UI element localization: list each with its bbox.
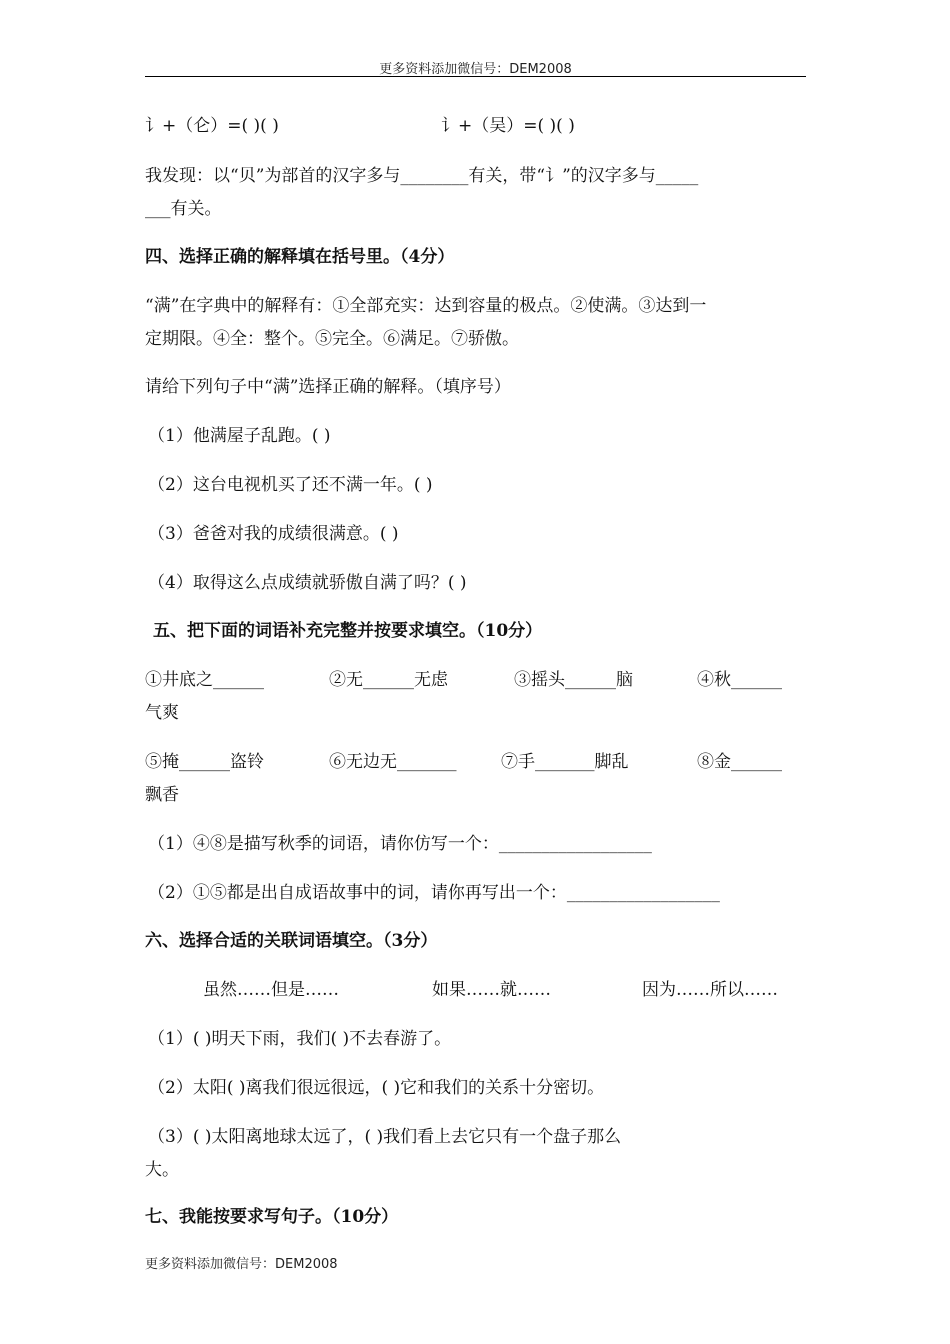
idiom-3: ③摇头______脑	[514, 670, 633, 690]
idiom-row-1-wrap: 气爽	[145, 703, 179, 723]
section-5-question-2: （2）①⑤都是出自成语故事中的词，请你再写出一个：__________________	[148, 883, 720, 903]
idiom-8: ⑧金______	[697, 752, 782, 772]
definition-line-2: 定期限。④全：整个。⑤完全。⑥满足。⑦骄傲。	[145, 329, 519, 349]
idiom-2: ②无______无虑	[329, 670, 448, 690]
idiom-7: ⑦手_______脚乱	[501, 752, 629, 772]
idiom-row-2-wrap: 飘香	[145, 785, 179, 805]
section-6-item-3-wrap: 大。	[145, 1160, 179, 1180]
section-4-item-1: （1）他满屋子乱跑。( )	[148, 426, 331, 446]
section-6-item-3: （3）( )太阳离地球太远了，( )我们看上去它只有一个盘子那么	[148, 1127, 622, 1147]
conjunction-option-3: 因为……所以……	[642, 980, 778, 1000]
page-footer: 更多资料添加微信号：DEM2008	[145, 1257, 338, 1272]
conjunction-option-2: 如果……就……	[432, 980, 551, 1000]
section-6-item-2: （2）太阳( )离我们很远很远，( )它和我们的关系十分密切。	[148, 1078, 605, 1098]
idiom-4: ④秋______	[697, 670, 782, 690]
section-4-title: 四、选择正确的解释填在括号里。（4分）	[145, 247, 455, 267]
conjunction-option-1: 虽然……但是……	[203, 980, 339, 1000]
discovery-line-2: ___有关。	[145, 199, 222, 219]
section-4-item-4: （4）取得这么点成绩就骄傲自满了吗？( )	[148, 573, 467, 593]
section-5-question-1: （1）④⑧是描写秋季的词语，请你仿写一个：__________________	[148, 834, 652, 854]
section-4-item-2: （2）这台电视机买了还不满一年。( )	[148, 475, 433, 495]
radical-equation-wu: 讠+（吴）=( )( )	[441, 116, 575, 136]
header-rule	[145, 76, 806, 77]
section-5-title: 五、把下面的词语补充完整并按要求填空。（10分）	[153, 621, 543, 641]
page-header: 更多资料添加微信号：DEM2008	[379, 62, 572, 77]
discovery-line-1: 我发现：以“贝”为部首的汉字多与________有关，带“讠”的汉字多与_____	[145, 166, 699, 186]
idiom-5: ⑤掩______盗铃	[145, 752, 264, 772]
section-4-item-3: （3）爸爸对我的成绩很满意。( )	[148, 524, 399, 544]
section-7-title: 七、我能按要求写句子。（10分）	[145, 1207, 399, 1227]
idiom-6: ⑥无边无_______	[329, 752, 457, 772]
section-6-title: 六、选择合适的关联词语填空。（3分）	[145, 931, 438, 951]
idiom-1: ①井底之______	[145, 670, 264, 690]
radical-equation-lun: 讠+（仑）=( )( )	[145, 116, 279, 136]
section-4-instruction: 请给下列句子中“满”选择正确的解释。（填序号）	[145, 377, 511, 397]
section-6-item-1: （1）( )明天下雨，我们( )不去春游了。	[148, 1029, 452, 1049]
definition-line-1: “满”在字典中的解释有：①全部充实：达到容量的极点。②使满。③达到一	[145, 296, 707, 316]
